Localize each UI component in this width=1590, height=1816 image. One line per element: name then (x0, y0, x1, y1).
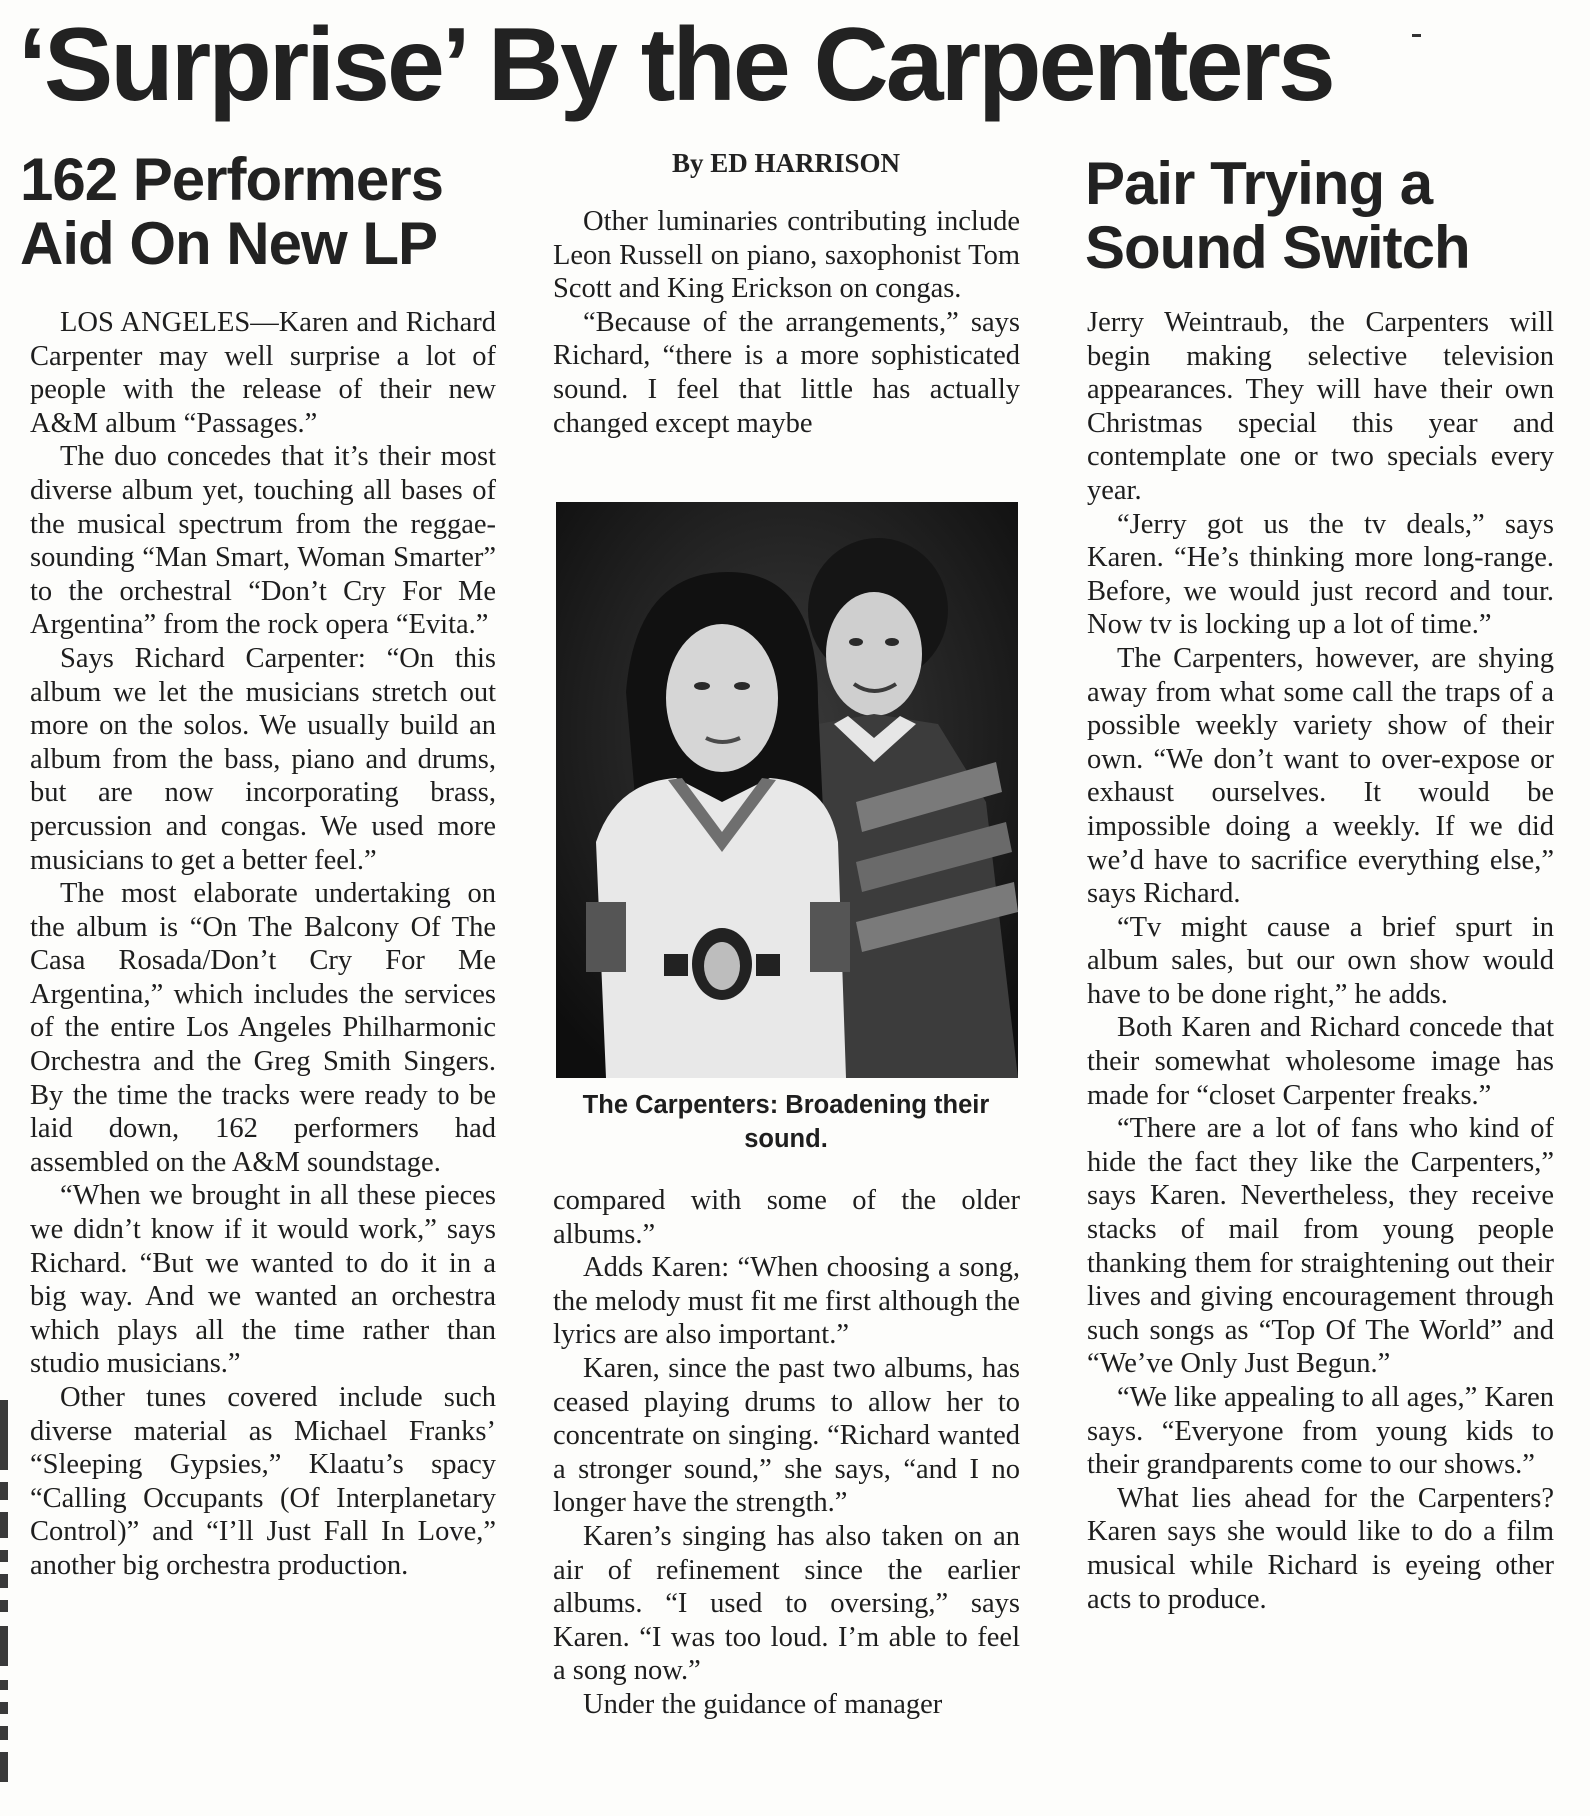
paragraph: “When we brought in all these pieces we didn’t know if it would work,” says Richard. “But we wanted to do it in a big way. And we wanted an orchestra which plays all the time rather than studio musicians.” (30, 1180, 496, 1380)
paragraph: Karen’s singing has also taken on an air of refinement since the earlier albums. “I used to oversing,” says Karen. “I was too loud. I’m able to feel a song now.” (553, 1520, 1020, 1687)
middle-column-top (553, 205, 1020, 477)
paragraph: Both Karen and Richard concede that their somewhat wholesome image has made for “closet Carpenter freaks.” (1087, 1012, 1554, 1111)
cropped-edge-text (0, 1400, 10, 1810)
carpenters-photo (556, 502, 1018, 1078)
paragraph: The most elaborate undertaking on the album is “On The Balcony Of The Casa Rosada/Don’t Cry For Me Argentina,” which includes the services of the entire Los Angeles Philharmonic Orchestra and the Greg Smith Singers. By the time the tracks were ready to be laid down, 162 performers had assembled on the A&M soundstage. (30, 878, 496, 1178)
paragraph: Other tunes covered include such diverse material as Michael Franks’ “Sleeping Gypsies,” Klaatu’s spacy “Calling Occupants (Of Interplanetary Control)” and “I’ll Just Fall In Love,” another big orchestra production. (30, 1382, 496, 1581)
paragraph: Adds Karen: “When choosing a song, the melody must fit me first although the lyrics are also important.” (553, 1252, 1020, 1351)
paragraph: The duo concedes that it’s their most diverse album yet, touching all bases of the musical spectrum from the reggae-sounding “Man Smart, Woman Smarter” to the orchestral “Don’t Cry For Me Argentina” from the rock opera “Evita.” (30, 441, 496, 641)
paragraph: “There are a lot of fans who kind of hide the fact they like the Carpenters,” says Karen. Nevertheless, they receive stacks of mail from young people thanking them for straightening out their lives and giving encouragement through such songs as “Top Of The World” and “We’ve Only Just Begun.” (1087, 1113, 1554, 1380)
paragraph: LOS ANGELES—Karen and Richard Carpenter may well surprise a lot of people with the release of their new A&M album “Passages.” (30, 307, 496, 439)
paragraph: “Tv might cause a brief spurt in album sales, but our own show would have to be done right,” he adds. (1087, 911, 1554, 1010)
left-subheadline: 162 Performers Aid On New LP (20, 146, 443, 277)
middle-column-bottom (553, 1184, 1020, 1804)
right-subheadline: Pair Trying a Sound Switch (1085, 150, 1470, 281)
left-column (30, 306, 496, 1800)
headline: ‘Surprise’ By the Carpenters (18, 7, 1333, 123)
photo-caption: The Carpenters: Broadening their sound. (582, 1091, 990, 1153)
print-mark (1412, 34, 1421, 37)
paragraph-continuation: compared with some of the older albums.” (553, 1185, 1020, 1250)
paragraph: Under the guidance of manager (583, 1688, 943, 1720)
right-column (1087, 306, 1554, 1800)
paragraph: “Because of the arrangements,” says Richard, “there is a more sophisticated sound. I feel that little has actually changed except maybe (553, 306, 1020, 439)
paragraph: Other luminaries contributing include Leon Russell on piano, saxophonist Tom Scott and King Erickson on congas. (553, 206, 1020, 305)
byline: By ED HARRISON (671, 148, 901, 178)
paragraph: The Carpenters, however, are shying away from what some call the traps of a possible weekly variety show of their own. “We don’t want to over-expose or exhaust ourselves. It would be impossible doing a weekly. If we did we’d have to sacrifice everything else,” says Richard. (1087, 642, 1554, 910)
paragraph: What lies ahead for the Carpenters? Karen says she would like to do a film musical while Richard is eyeing other acts to produce. (1087, 1482, 1554, 1615)
paragraph-continuation: Jerry Weintraub, the Carpenters will begin making selective television appearances. They will have their own Christmas special this year and contemplate one or two specials every year. (1087, 307, 1554, 506)
paragraph: Says Richard Carpenter: “On this album we let the musicians stretch out more on the solos. We usually build an album from the bass, piano and drums, but are now incorporating brass, percussion and congas. We used more musicians to get a better feel.” (30, 642, 496, 876)
photo-illustration (556, 502, 1018, 1078)
paragraph: “We like appealing to all ages,” Karen says. “Everyone from young kids to their grandparents come to our shows.” (1087, 1382, 1554, 1481)
paragraph: Karen, since the past two albums, has ceased playing drums to allow her to concentrate on singing. “Richard wanted a stronger sound,” she says, “and I no longer have the strength.” (553, 1352, 1020, 1519)
paragraph: “Jerry got us the tv deals,” says Karen. “He’s thinking more long-range. Before, we would just record and tour. Now tv is locking up a lot of time.” (1087, 508, 1554, 641)
